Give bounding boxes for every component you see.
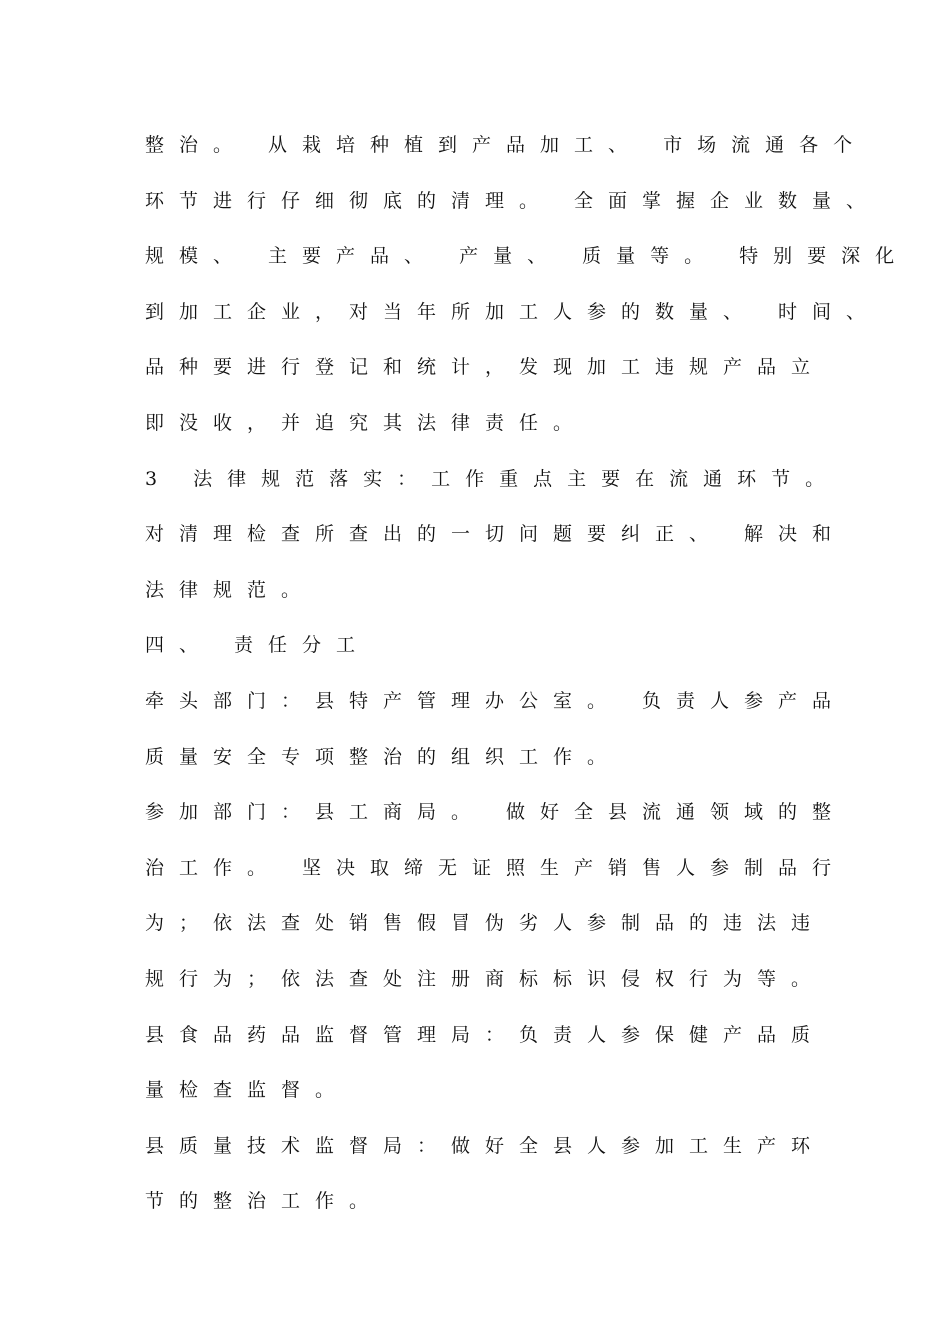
text-line: 对清理检查所查出的一切问题要纠正、 解决和 bbox=[145, 523, 847, 546]
text-line: 品种要进行登记和统计，发现加工违规产品立 bbox=[145, 356, 826, 379]
text-line: 环节进行仔细彻底的清理。 全面掌握企业数量、 bbox=[145, 189, 881, 212]
text-line: 法律规范。 bbox=[145, 578, 316, 601]
text-line: 牵头部门：县特产管理办公室。 负责人参产品 bbox=[145, 689, 847, 712]
text-line: 治工作。 坚决取缔无证照生产销售人参制品行 bbox=[145, 856, 847, 879]
text-line: 为；依法查处销售假冒伪劣人参制品的违法违 bbox=[145, 912, 826, 935]
text-line: 节的整治工作。 bbox=[145, 1190, 384, 1213]
document-body bbox=[145, 126, 910, 1238]
text-line: 到加工企业，对当年所加工人参的数量、 时间、 bbox=[145, 300, 881, 323]
section-heading: 四、 责任分工 bbox=[145, 634, 371, 657]
text-line: 县食品药品监督管理局：负责人参保健产品质 bbox=[145, 1023, 826, 1046]
text-line: 即没收，并追究其法律责任。 bbox=[145, 411, 588, 434]
text-line: 量检查监督。 bbox=[145, 1079, 350, 1102]
text-line: 县质量技术监督局：做好全县人参加工生产环 bbox=[145, 1134, 826, 1157]
text-line: 质量安全专项整治的组织工作。 bbox=[145, 745, 622, 768]
text-line: 规行为；依法查处注册商标标识侵权行为等。 bbox=[145, 967, 826, 990]
text-line: 规模、 主要产品、 产量、 质量等。 特别要深化 bbox=[145, 245, 910, 268]
text-line: 3 法律规范落实：工作重点主要在流通环节。 bbox=[145, 467, 840, 490]
text-line: 参加部门：县工商局。 做好全县流通领域的整 bbox=[145, 801, 847, 824]
text-line: 整治。 从栽培种植到产品加工、 市场流通各个 bbox=[145, 134, 868, 156]
